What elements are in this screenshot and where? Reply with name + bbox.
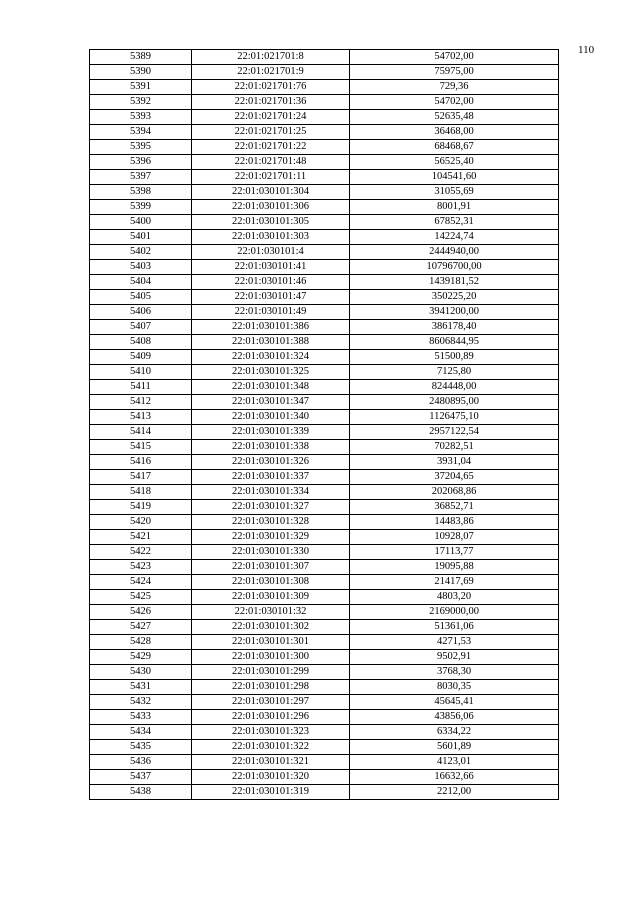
table-row	[90, 650, 559, 665]
cadastral-number-cell: 22:01:030101:301	[192, 635, 350, 650]
value-cell: 10928,07	[350, 530, 559, 545]
row-number-cell: 5394	[90, 125, 192, 140]
cadastral-number-cell: 22:01:030101:327	[192, 500, 350, 515]
value-cell: 202068,86	[350, 485, 559, 500]
table-row	[90, 155, 559, 170]
row-number-cell: 5418	[90, 485, 192, 500]
value-cell: 4271,53	[350, 635, 559, 650]
cadastral-number-cell: 22:01:030101:338	[192, 440, 350, 455]
row-number-cell: 5398	[90, 185, 192, 200]
value-cell: 21417,69	[350, 575, 559, 590]
row-number-cell: 5411	[90, 380, 192, 395]
cadastral-number-cell: 22:01:030101:304	[192, 185, 350, 200]
value-cell: 3768,30	[350, 665, 559, 680]
row-number-cell: 5425	[90, 590, 192, 605]
row-number-cell: 5421	[90, 530, 192, 545]
value-cell: 4803,20	[350, 590, 559, 605]
row-number-cell: 5436	[90, 755, 192, 770]
row-number-cell: 5400	[90, 215, 192, 230]
value-cell: 37204,65	[350, 470, 559, 485]
cadastral-number-cell: 22:01:030101:324	[192, 350, 350, 365]
value-cell: 56525,40	[350, 155, 559, 170]
value-cell: 36852,71	[350, 500, 559, 515]
table-row	[90, 230, 559, 245]
row-number-cell: 5433	[90, 710, 192, 725]
table-row	[90, 170, 559, 185]
value-cell: 6334,22	[350, 725, 559, 740]
cadastral-number-cell: 22:01:030101:49	[192, 305, 350, 320]
value-cell: 9502,91	[350, 650, 559, 665]
row-number-cell: 5414	[90, 425, 192, 440]
value-cell: 824448,00	[350, 380, 559, 395]
data-table	[89, 49, 559, 800]
table-row	[90, 140, 559, 155]
table-row	[90, 455, 559, 470]
row-number-cell: 5422	[90, 545, 192, 560]
row-number-cell: 5423	[90, 560, 192, 575]
cadastral-number-cell: 22:01:030101:386	[192, 320, 350, 335]
row-number-cell: 5419	[90, 500, 192, 515]
value-cell: 70282,51	[350, 440, 559, 455]
table-row	[90, 470, 559, 485]
table-row	[90, 680, 559, 695]
value-cell: 5601,89	[350, 740, 559, 755]
table-row	[90, 485, 559, 500]
row-number-cell: 5395	[90, 140, 192, 155]
table-row	[90, 710, 559, 725]
value-cell: 54702,00	[350, 50, 559, 65]
row-number-cell: 5438	[90, 785, 192, 800]
value-cell: 75975,00	[350, 65, 559, 80]
row-number-cell: 5427	[90, 620, 192, 635]
value-cell: 8606844,95	[350, 335, 559, 350]
cadastral-number-cell: 22:01:030101:325	[192, 365, 350, 380]
cadastral-number-cell: 22:01:030101:300	[192, 650, 350, 665]
value-cell: 104541,60	[350, 170, 559, 185]
table-row	[90, 530, 559, 545]
row-number-cell: 5413	[90, 410, 192, 425]
value-cell: 2957122,54	[350, 425, 559, 440]
row-number-cell: 5420	[90, 515, 192, 530]
cadastral-number-cell: 22:01:030101:328	[192, 515, 350, 530]
cadastral-number-cell: 22:01:030101:322	[192, 740, 350, 755]
value-cell: 67852,31	[350, 215, 559, 230]
row-number-cell: 5412	[90, 395, 192, 410]
value-cell: 350225,20	[350, 290, 559, 305]
value-cell: 31055,69	[350, 185, 559, 200]
cadastral-number-cell: 22:01:030101:303	[192, 230, 350, 245]
table-row	[90, 695, 559, 710]
value-cell: 52635,48	[350, 110, 559, 125]
table-row	[90, 725, 559, 740]
row-number-cell: 5397	[90, 170, 192, 185]
cadastral-number-cell: 22:01:030101:297	[192, 695, 350, 710]
cadastral-number-cell: 22:01:030101:296	[192, 710, 350, 725]
table-row	[90, 275, 559, 290]
table-row	[90, 575, 559, 590]
value-cell: 14483,86	[350, 515, 559, 530]
value-cell: 8001,91	[350, 200, 559, 215]
table-row	[90, 215, 559, 230]
page-number: 110	[578, 44, 595, 56]
row-number-cell: 5426	[90, 605, 192, 620]
row-number-cell: 5432	[90, 695, 192, 710]
table-row	[90, 125, 559, 140]
cadastral-number-cell: 22:01:030101:308	[192, 575, 350, 590]
value-cell: 2444940,00	[350, 245, 559, 260]
table-row	[90, 260, 559, 275]
table-row	[90, 425, 559, 440]
value-cell: 45645,41	[350, 695, 559, 710]
table-row	[90, 605, 559, 620]
row-number-cell: 5434	[90, 725, 192, 740]
cadastral-number-cell: 22:01:030101:329	[192, 530, 350, 545]
value-cell: 17113,77	[350, 545, 559, 560]
cadastral-number-cell: 22:01:021701:76	[192, 80, 350, 95]
row-number-cell: 5405	[90, 290, 192, 305]
cadastral-number-cell: 22:01:030101:305	[192, 215, 350, 230]
cadastral-number-cell: 22:01:030101:347	[192, 395, 350, 410]
table-row	[90, 320, 559, 335]
value-cell: 1439181,52	[350, 275, 559, 290]
cadastral-number-cell: 22:01:021701:9	[192, 65, 350, 80]
row-number-cell: 5429	[90, 650, 192, 665]
row-number-cell: 5390	[90, 65, 192, 80]
row-number-cell: 5416	[90, 455, 192, 470]
row-number-cell: 5424	[90, 575, 192, 590]
cadastral-number-cell: 22:01:030101:306	[192, 200, 350, 215]
table-row	[90, 335, 559, 350]
table-row	[90, 395, 559, 410]
row-number-cell: 5399	[90, 200, 192, 215]
table-row	[90, 440, 559, 455]
row-number-cell: 5435	[90, 740, 192, 755]
value-cell: 43856,06	[350, 710, 559, 725]
cadastral-number-cell: 22:01:030101:302	[192, 620, 350, 635]
cadastral-number-cell: 22:01:021701:8	[192, 50, 350, 65]
table-row	[90, 740, 559, 755]
cadastral-number-cell: 22:01:030101:339	[192, 425, 350, 440]
row-number-cell: 5406	[90, 305, 192, 320]
table-row	[90, 305, 559, 320]
table-row	[90, 380, 559, 395]
table-row	[90, 95, 559, 110]
cadastral-number-cell: 22:01:030101:32	[192, 605, 350, 620]
table-row	[90, 365, 559, 380]
table-row	[90, 50, 559, 65]
row-number-cell: 5389	[90, 50, 192, 65]
row-number-cell: 5415	[90, 440, 192, 455]
cadastral-number-cell: 22:01:021701:48	[192, 155, 350, 170]
value-cell: 8030,35	[350, 680, 559, 695]
row-number-cell: 5391	[90, 80, 192, 95]
cadastral-number-cell: 22:01:030101:321	[192, 755, 350, 770]
row-number-cell: 5408	[90, 335, 192, 350]
row-number-cell: 5401	[90, 230, 192, 245]
table-row	[90, 785, 559, 800]
value-cell: 54702,00	[350, 95, 559, 110]
cadastral-number-cell: 22:01:021701:24	[192, 110, 350, 125]
cadastral-number-cell: 22:01:030101:340	[192, 410, 350, 425]
cadastral-number-cell: 22:01:030101:388	[192, 335, 350, 350]
row-number-cell: 5396	[90, 155, 192, 170]
cadastral-number-cell: 22:01:030101:307	[192, 560, 350, 575]
value-cell: 36468,00	[350, 125, 559, 140]
table-row	[90, 410, 559, 425]
table-row	[90, 665, 559, 680]
value-cell: 386178,40	[350, 320, 559, 335]
row-number-cell: 5403	[90, 260, 192, 275]
table-row	[90, 185, 559, 200]
cadastral-number-cell: 22:01:021701:25	[192, 125, 350, 140]
cadastral-number-cell: 22:01:030101:298	[192, 680, 350, 695]
table-row	[90, 620, 559, 635]
cadastral-number-cell: 22:01:030101:330	[192, 545, 350, 560]
row-number-cell: 5393	[90, 110, 192, 125]
cadastral-number-cell: 22:01:030101:319	[192, 785, 350, 800]
table-row	[90, 80, 559, 95]
value-cell: 3941200,00	[350, 305, 559, 320]
value-cell: 729,36	[350, 80, 559, 95]
table-row	[90, 290, 559, 305]
table-row	[90, 590, 559, 605]
table-row	[90, 350, 559, 365]
table-row	[90, 635, 559, 650]
cadastral-number-cell: 22:01:030101:299	[192, 665, 350, 680]
value-cell: 2480895,00	[350, 395, 559, 410]
value-cell: 2169000,00	[350, 605, 559, 620]
row-number-cell: 5409	[90, 350, 192, 365]
row-number-cell: 5428	[90, 635, 192, 650]
cadastral-number-cell: 22:01:030101:47	[192, 290, 350, 305]
row-number-cell: 5417	[90, 470, 192, 485]
cadastral-number-cell: 22:01:030101:309	[192, 590, 350, 605]
row-number-cell: 5431	[90, 680, 192, 695]
cadastral-number-cell: 22:01:030101:46	[192, 275, 350, 290]
value-cell: 10796700,00	[350, 260, 559, 275]
row-number-cell: 5392	[90, 95, 192, 110]
cadastral-number-cell: 22:01:030101:334	[192, 485, 350, 500]
cadastral-number-cell: 22:01:030101:348	[192, 380, 350, 395]
value-cell: 16632,66	[350, 770, 559, 785]
value-cell: 3931,04	[350, 455, 559, 470]
cadastral-number-cell: 22:01:030101:323	[192, 725, 350, 740]
table-row	[90, 65, 559, 80]
value-cell: 1126475,10	[350, 410, 559, 425]
cadastral-number-cell: 22:01:021701:22	[192, 140, 350, 155]
value-cell: 19095,88	[350, 560, 559, 575]
cadastral-number-cell: 22:01:030101:41	[192, 260, 350, 275]
row-number-cell: 5407	[90, 320, 192, 335]
cadastral-number-cell: 22:01:021701:11	[192, 170, 350, 185]
table-row	[90, 200, 559, 215]
row-number-cell: 5437	[90, 770, 192, 785]
cadastral-number-cell: 22:01:021701:36	[192, 95, 350, 110]
cadastral-number-cell: 22:01:030101:4	[192, 245, 350, 260]
table-row	[90, 560, 559, 575]
cadastral-number-cell: 22:01:030101:320	[192, 770, 350, 785]
value-cell: 7125,80	[350, 365, 559, 380]
value-cell: 51500,89	[350, 350, 559, 365]
table-body	[90, 50, 559, 800]
row-number-cell: 5402	[90, 245, 192, 260]
value-cell: 2212,00	[350, 785, 559, 800]
table-row	[90, 500, 559, 515]
value-cell: 68468,67	[350, 140, 559, 155]
cadastral-number-cell: 22:01:030101:337	[192, 470, 350, 485]
table-row	[90, 770, 559, 785]
table-row	[90, 245, 559, 260]
value-cell: 51361,06	[350, 620, 559, 635]
table-row	[90, 110, 559, 125]
table-row	[90, 515, 559, 530]
table-row	[90, 755, 559, 770]
value-cell: 4123,01	[350, 755, 559, 770]
cadastral-number-cell: 22:01:030101:326	[192, 455, 350, 470]
table-row	[90, 545, 559, 560]
row-number-cell: 5410	[90, 365, 192, 380]
value-cell: 14224,74	[350, 230, 559, 245]
row-number-cell: 5404	[90, 275, 192, 290]
row-number-cell: 5430	[90, 665, 192, 680]
